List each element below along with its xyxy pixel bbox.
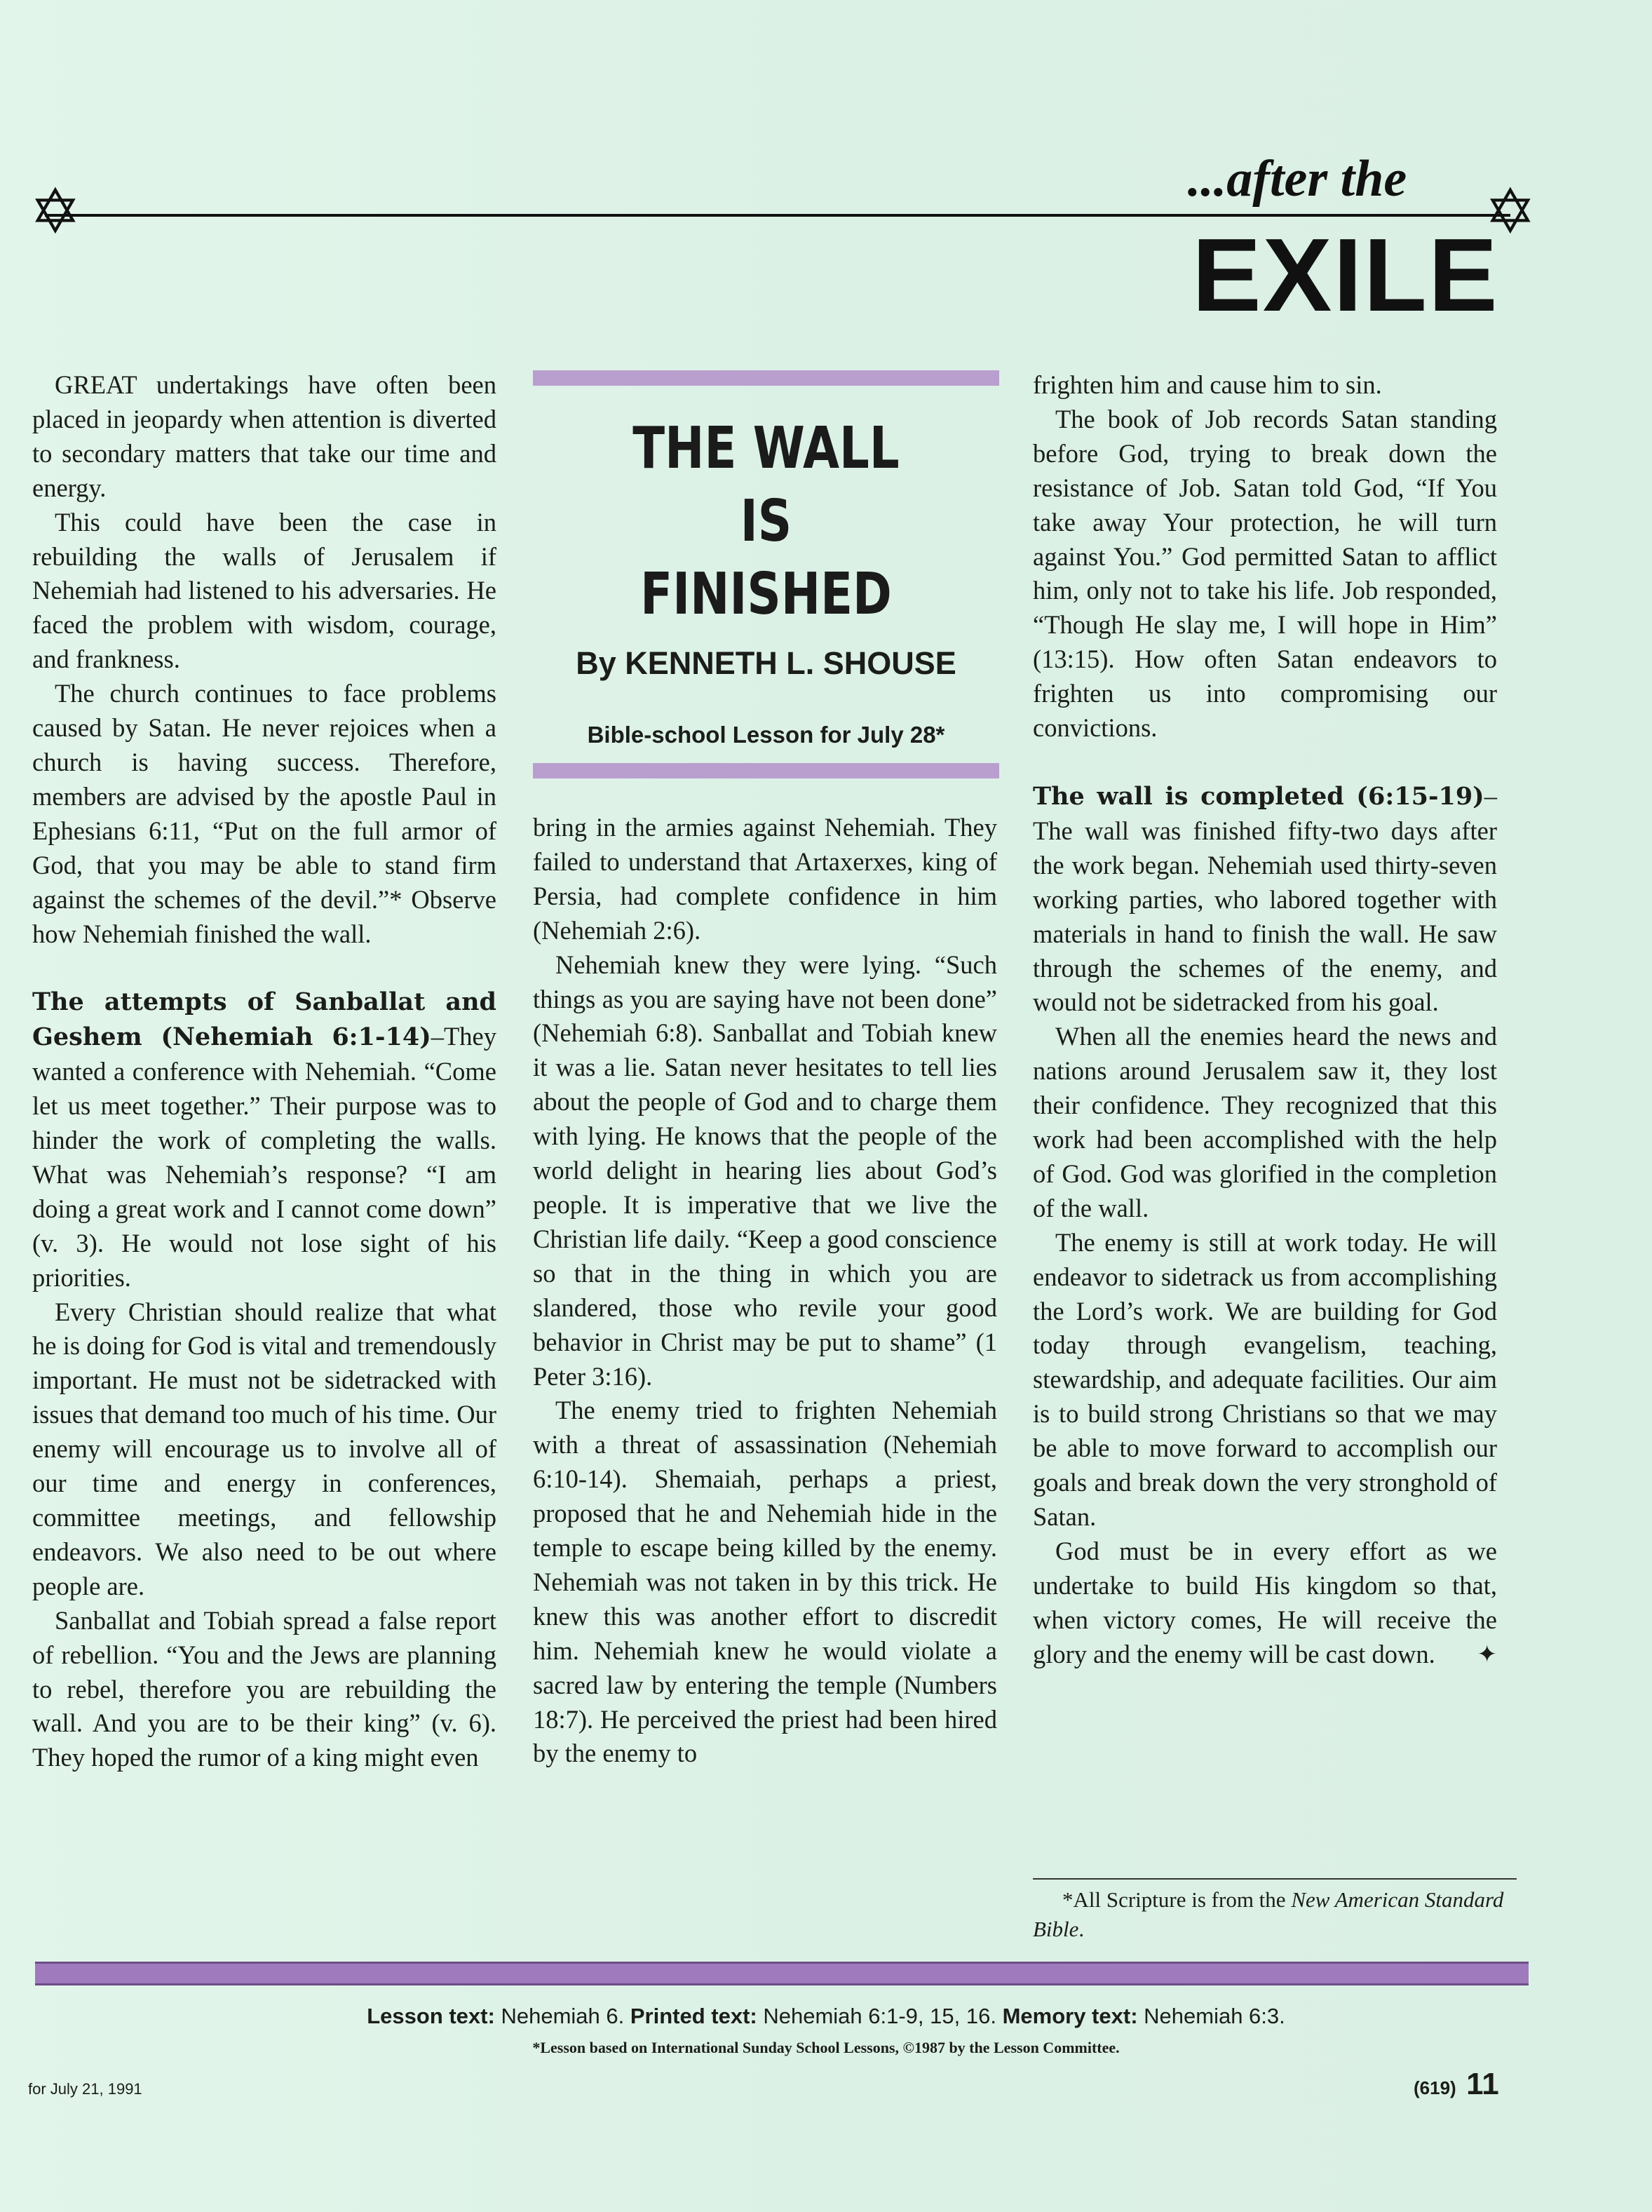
lesson-credit: *Lesson based on International Sunday School Lessons, ©1987 by the Lesson Committee.: [532, 2039, 1120, 2056]
section-text: –The wall was finished fifty-two days after the work began. Nehemiah used thirty-seven working parties, who labored together with materials in hand to finish the wall. He saw through the schemes of the enemy, and would not be sidetracked from his goal.: [1033, 781, 1497, 1017]
section-subhead: The attempts of Sanballat and Geshem (Nehemiah 6:1-14): [32, 987, 496, 1052]
memory-text: Nehemiah 6:3.: [1144, 2004, 1285, 2028]
paragraph: frighten him and cause him to sin.: [1033, 370, 1382, 399]
header-rule: [45, 214, 1510, 217]
section-paragraph: [1033, 779, 1497, 1020]
paragraph: The book of Job records Satan standing before God, trying to break down the resistance of Job. Satan told God, “If You take away Your protection, he will turn against You.” God permitted Satan to afflict him, only not to take his life. Job responded, “Though He slay me, I will hope in Him” (13:15). How often Satan endeavors to frighten us into compromising our convictions.: [1033, 404, 1497, 743]
paragraph: bring in the armies against Nehemiah. They failed to understand that Artaxerxes, king of Persia, had complete confidence in him (Nehemiah 2:6).: [533, 813, 997, 945]
bottom-accent-bar: [35, 1962, 1529, 1985]
end-mark-icon: ✦: [1477, 1640, 1497, 1668]
paragraph: The church continues to face problems caused by Satan. He never rejoices when a church is having success. Therefore, members are advised by the apostle Paul in Ephesians 6:11, “Put on the full armor of God, that you may be able to stand firm against the schemes of the devil.”* Observe how Nehemiah finished the wall.: [32, 679, 496, 948]
article-column-2: [533, 811, 997, 1771]
lesson-title: [575, 412, 957, 631]
paragraph: Nehemiah knew they were lying. “Such things as you are saying have not been done” (Nehemiah 6:8). Sanballat and Tobiah knew it was a lie. Satan never hesitates to tell lies about the people of God and to charge them with lying. He knows that the people of the world delight in hearing lies about God’s people. It is imperative that we live the Christian life daily. “Keep a good conscience so that in the thing in which you are slandered, those who revile your good behavior in Christ may be put to shame” (1 Peter 3:16).: [533, 950, 997, 1391]
lesson-references: [0, 2002, 1652, 2030]
lesson-title-box: [533, 370, 999, 784]
section-subhead: The wall is completed (6:15-19): [1033, 781, 1484, 811]
title-line: IS: [740, 488, 792, 555]
paragraph: GREAT undertakings have often been placed in jeopardy when attention is diverted to secondary matters that take our time and energy.: [32, 370, 496, 502]
printed-text: Nehemiah 6:1-9, 15, 16.: [763, 2004, 996, 2028]
footnote-suffix: .: [1078, 1917, 1085, 1941]
page-code: (619): [1414, 2077, 1456, 2098]
article-column-3: [1033, 368, 1497, 1672]
lesson-text-label: Lesson text:: [367, 2004, 495, 2028]
paragraph: The enemy is still at work today. He will endeavor to sidetrack us from accomplishing the Lord’s work. We are building for God today through evangelism, teaching, stewardship, and adequate facilities. Our aim is to build strong Christians so that we may be able to move forward to accomplish our goals and break down the very stronghold of Satan.: [1033, 1227, 1497, 1531]
lesson-date: Bible-school Lesson for July 28*: [587, 722, 945, 748]
paragraph: This could have been the case in rebuilding the walls of Jerusalem if Nehemiah had listened to his adversaries. He faced the problem with wisdom, courage, and frankness.: [32, 507, 496, 674]
title-line: THE WALL: [632, 415, 900, 482]
title-line: FINISHED: [640, 561, 892, 628]
scripture-footnote: [1033, 1878, 1517, 1944]
footnote-bible: New American Standard Bible: [1033, 1887, 1504, 1941]
accent-bar: [533, 763, 999, 778]
series-title: EXILE: [1192, 217, 1499, 333]
series-kicker: ...after the: [1187, 150, 1407, 208]
paragraph: [1033, 1535, 1497, 1672]
paragraph: When all the enemies heard the news and nations around Jerusalem saw it, they lost their confidence. They recognized that this work had been accomplished with the help of God. God was glorified in the completion of the wall.: [1033, 1022, 1497, 1222]
paragraph: Every Christian should realize that what he is doing for God is vital and tremendously important. He must not be sidetracked with issues that demand too much of his time. Our enemy will encourage us to involve all of our time and energy in conferences, committee meetings, and fellowship endeavors. We also need to be out where people are.: [32, 1297, 496, 1600]
memory-text-label: Memory text:: [1002, 2004, 1138, 2028]
page-number: 11: [1466, 2067, 1499, 2101]
paragraph: Sanballat and Tobiah spread a false report of rebellion. “You and the Jews are planning to rebel, therefore you are rebuilding the wall. And you are to be their king” (v. 6). They hoped the rumor of a king might even: [32, 1605, 496, 1772]
closing-text: God must be in every effort as we undertake to build His kingdom so that, when victory comes, He will receive the glory and the enemy will be cast down.: [1033, 1536, 1497, 1668]
accent-bar: [533, 370, 999, 386]
issue-date: for July 21, 1991: [28, 2080, 142, 2098]
byline: By KENNETH L. SHOUSE: [576, 645, 956, 681]
paragraph: The enemy tried to frighten Nehemiah with a threat of assassination (Nehemiah 6:10-14). Shemaiah, perhaps a priest, proposed that he and Nehemiah hide in the temple to escape being killed by the enemy. Nehemiah was not taken in by this trick. He knew this was another effort to discredit him. Nehemiah knew he would violate a sacred law by entering the temple (Numbers 18:7). He perceived the priest had been hired by the enemy to: [533, 1396, 997, 1768]
article-column-1: [32, 368, 496, 1775]
star-of-david-icon: ✡: [1484, 175, 1536, 248]
section-paragraph: [32, 985, 496, 1295]
footnote-prefix: *All Scripture is from the: [1062, 1887, 1292, 1912]
star-of-david-icon: ✡: [29, 175, 81, 248]
page-number-block: [1414, 2067, 1499, 2102]
section-text: –They wanted a conference with Nehemiah. “Come let us meet together.” Their purpose was to hinder the work of completing the walls. What was Nehemiah’s response? “I am doing a great work and I cannot come down” (v. 3). He would not lose sight of his priorities.: [32, 1022, 496, 1292]
printed-text-label: Printed text:: [630, 2004, 757, 2028]
lesson-text: Nehemiah 6.: [501, 2004, 625, 2028]
